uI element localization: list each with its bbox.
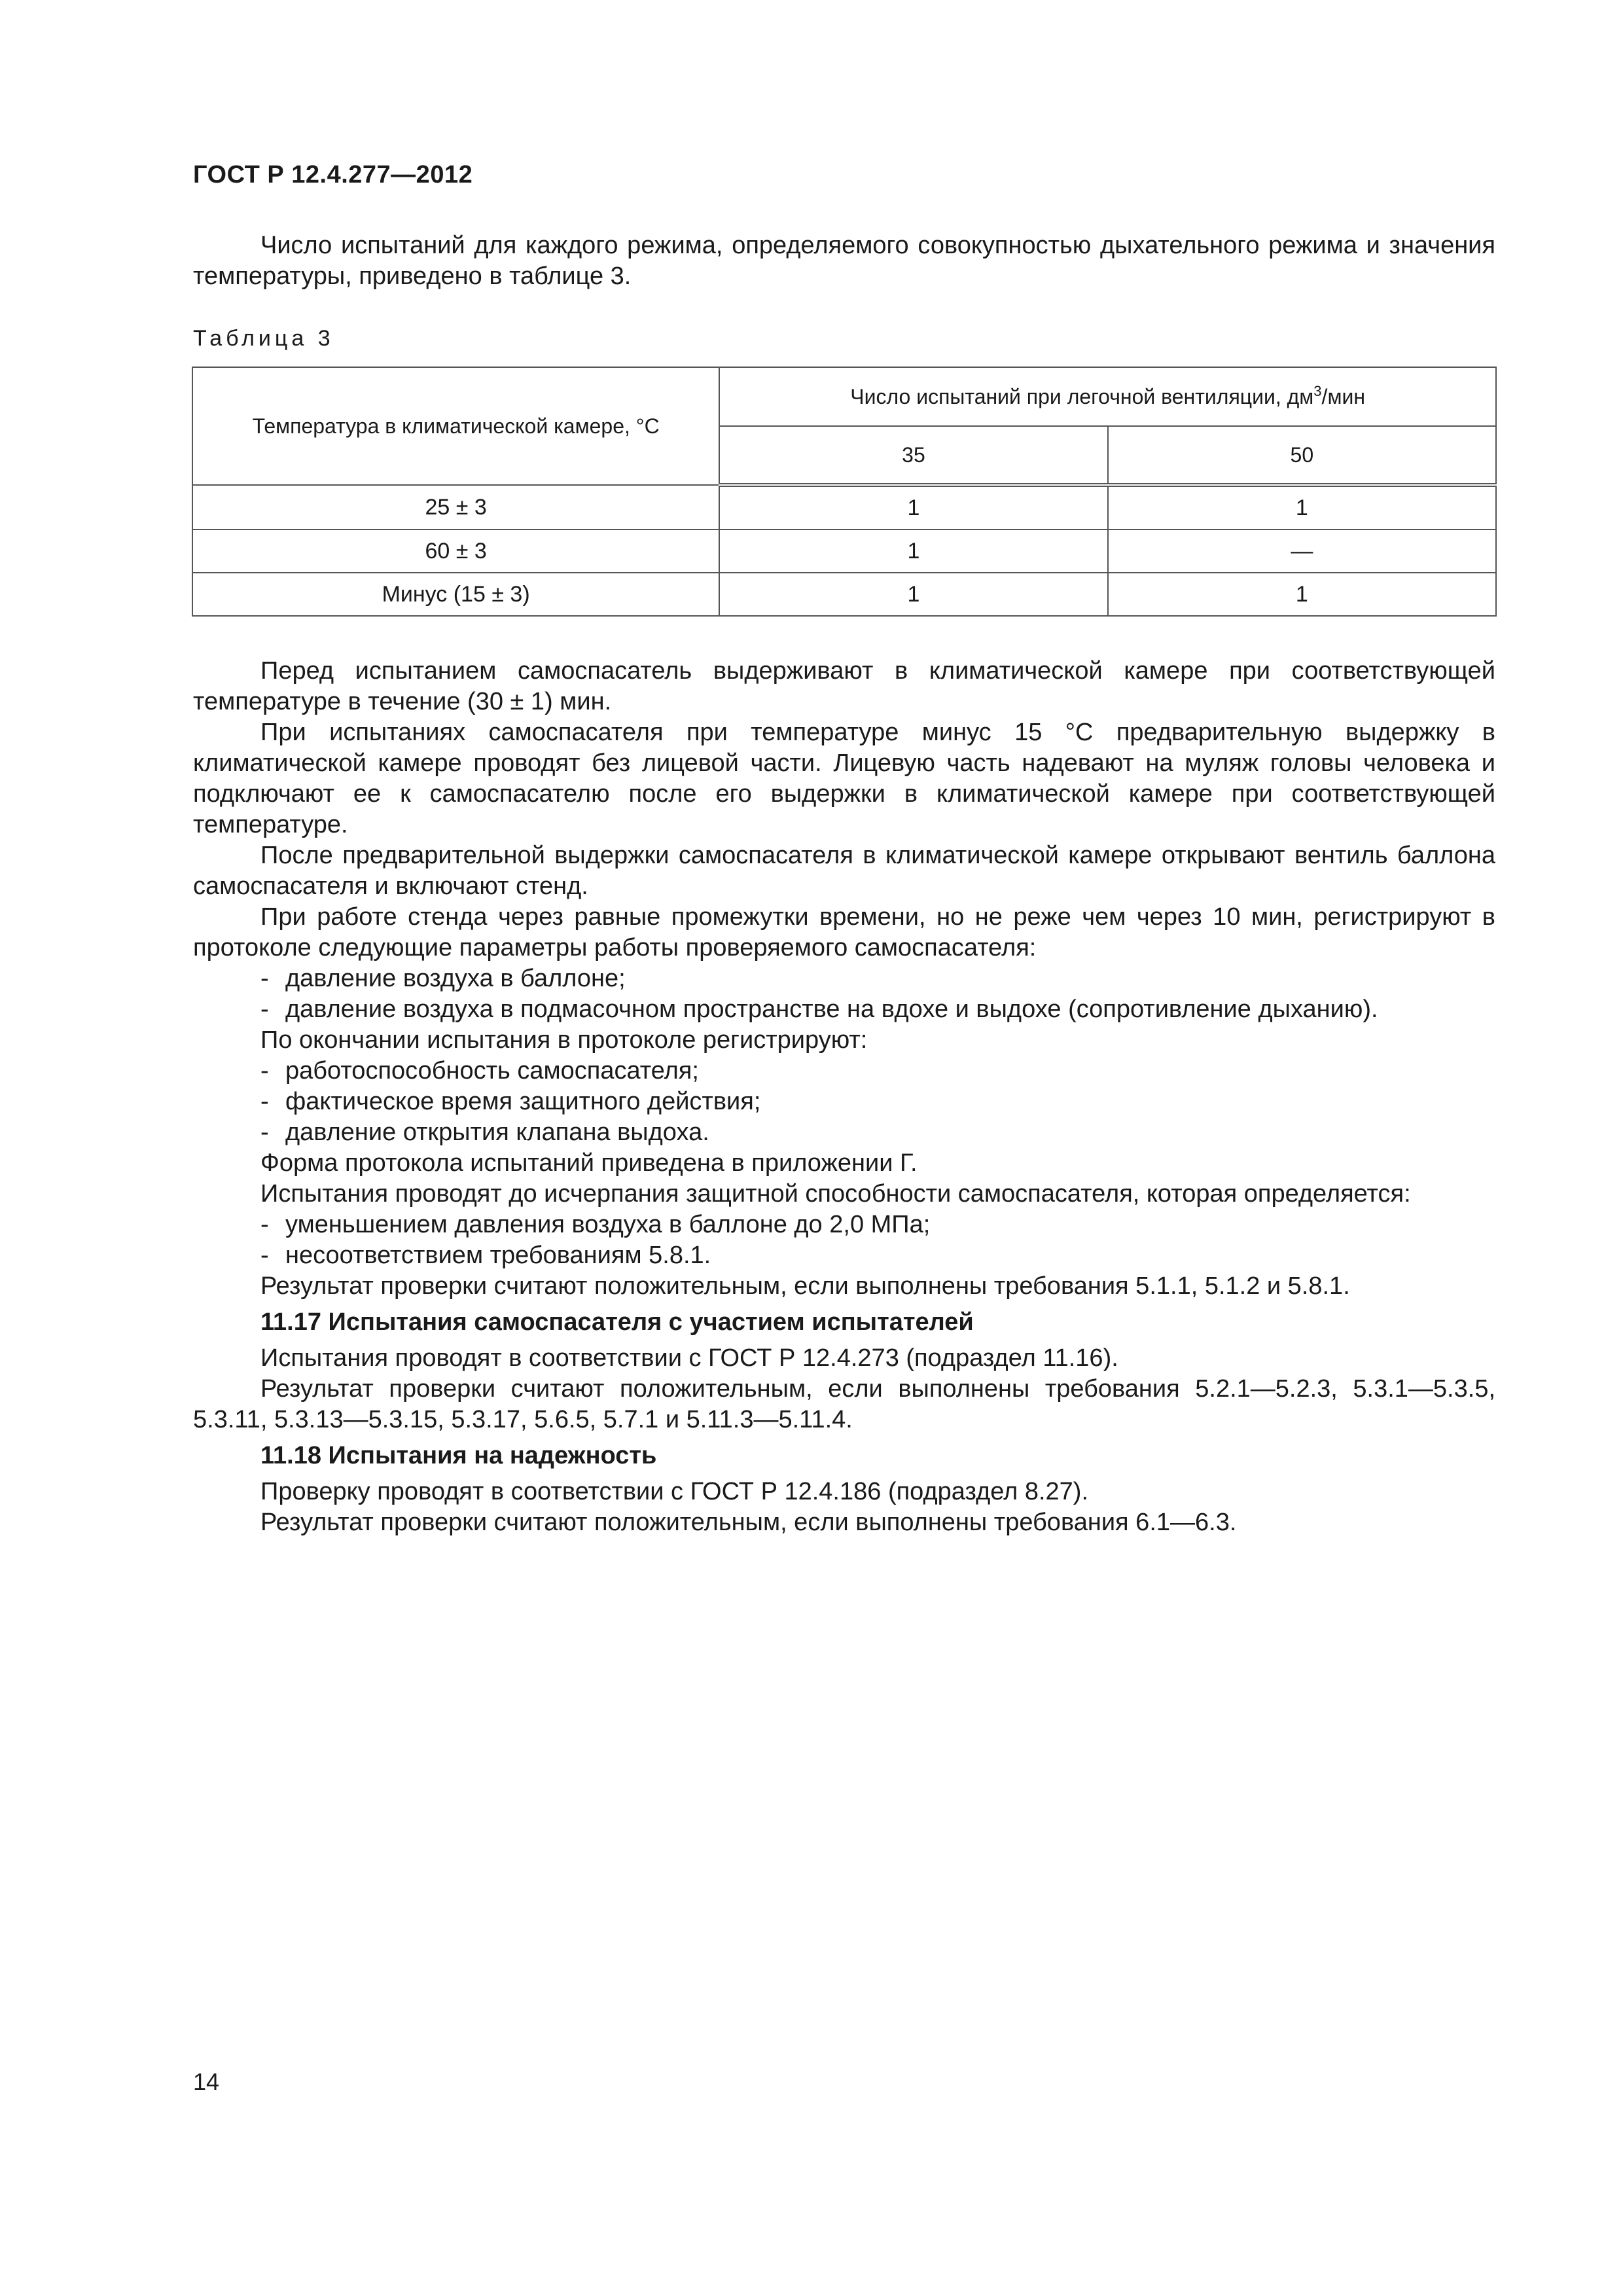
paragraph: Перед испытанием самоспасатель выдерживают в климатической камере при соответствующей температуре в течение (30 ± 1) мин. [193, 657, 1495, 715]
table-label: Таблица 3 [193, 326, 334, 351]
list-item-text: давление воздуха в баллоне; [285, 965, 626, 992]
table-cell: 1 [719, 529, 1107, 573]
list-item-text: фактическое время защитного действия; [285, 1088, 761, 1115]
list-item: - работоспособность самоспасателя; [260, 1057, 699, 1085]
intro-text [193, 230, 1495, 292]
table-cell: Минус (15 ± 3) [192, 573, 719, 616]
table-row [192, 573, 1496, 616]
paragraph: Проверку проводят в соответствии с ГОСТ Р 12.4.186 (подраздел 8.27). [260, 1478, 1089, 1505]
body-text [193, 656, 1495, 1538]
list-item-text: уменьшением давления воздуха в баллоне до 2,0 МПа; [285, 1211, 931, 1238]
paragraph: Форма протокола испытаний приведена в приложении Г. [260, 1149, 918, 1177]
list-item: - несоответствием требованиям 5.8.1. [260, 1242, 711, 1269]
paragraph: После предварительной выдержки самоспасателя в климатической камере открывают вентиль баллона самоспасателя и включают стенд. [193, 842, 1495, 900]
list-item-text: давление открытия клапана выдоха. [285, 1119, 709, 1146]
page-number: 14 [193, 2068, 220, 2095]
list-item-text: несоответствием требованиям 5.8.1. [285, 1242, 711, 1269]
column-header-temperature: Температура в климатической камере, °С [192, 367, 719, 485]
sub-header-50: 50 [1108, 426, 1496, 485]
sub-header-35: 35 [719, 426, 1107, 485]
paragraph: По окончании испытания в протоколе регистрируют: [260, 1026, 868, 1054]
section-heading-11-18: 11.18 Испытания на надежность [260, 1442, 657, 1469]
group-header-text: Число испытаний при легочной вентиляции, дм [850, 384, 1314, 408]
table-cell: — [1108, 529, 1496, 573]
section-heading-11-17: 11.17 Испытания самоспасателя с участием испытателей [260, 1308, 974, 1336]
table-cell: 1 [719, 485, 1107, 529]
list-item: - давление воздуха в подмасочном пространстве на вдохе и выдохе (сопротивление дыханию). [260, 996, 1378, 1023]
intro-paragraph: Число испытаний для каждого режима, определяемого совокупностью дыхательного режима и значения температуры, приведено в таблице 3. [193, 232, 1495, 290]
paragraph: Результат проверки считают положительным, если выполнены требования 6.1—6.3. [260, 1509, 1237, 1536]
paragraph: Результат проверки считают положительным, если выполнены требования 5.1.1, 5.1.2 и 5.8.1. [260, 1272, 1350, 1300]
list-item-text: давление воздуха в подмасочном пространстве на вдохе и выдохе (сопротивление дыханию). [285, 996, 1378, 1023]
table-cell: 1 [1108, 573, 1496, 616]
list-item-text: работоспособность самоспасателя; [285, 1057, 699, 1085]
list-item: - фактическое время защитного действия; [260, 1088, 761, 1115]
list-item: - уменьшением давления воздуха в баллоне до 2,0 МПа; [260, 1211, 931, 1238]
table-row [192, 485, 1496, 529]
table-cell: 1 [1108, 485, 1496, 529]
column-header-group [719, 367, 1496, 426]
table-cell: 1 [719, 573, 1107, 616]
list-item: - давление открытия клапана выдоха. [260, 1119, 709, 1146]
paragraph: Испытания проводят до исчерпания защитной способности самоспасателя, которая определяется: [260, 1180, 1411, 1208]
table-3 [192, 367, 1497, 617]
paragraph: Испытания проводят в соответствии с ГОСТ Р 12.4.273 (подраздел 11.16). [260, 1344, 1118, 1372]
group-header-suffix: /мин [1321, 384, 1365, 408]
paragraph: При испытаниях самоспасателя при температуре минус 15 °С предварительную выдержку в климатической камере проводят без лицевой части. Лицевую часть надевают на муляж головы человека и подключают ее к самоспасателю после его выдержки в климатической камере при соответствующей температуре. [193, 719, 1495, 838]
paragraph: Результат проверки считают положительным, если выполнены требования 5.2.1—5.2.3, 5.3.1—5.3.5, 5.3.11, 5.3.13—5.3.15, 5.3.17, 5.6.5, 5.7.1 и 5.11.3—5.11.4. [193, 1375, 1495, 1433]
group-header-superscript: 3 [1313, 382, 1322, 399]
table-row [192, 529, 1496, 573]
list-item: - давление воздуха в баллоне; [260, 965, 626, 992]
document-id-header: ГОСТ Р 12.4.277—2012 [193, 161, 473, 188]
table-cell: 60 ± 3 [192, 529, 719, 573]
table-cell: 25 ± 3 [192, 485, 719, 529]
paragraph: При работе стенда через равные промежутки времени, но не реже чем через 10 мин, регистрируют в протоколе следующие параметры работы проверяемого самоспасателя: [193, 903, 1495, 961]
